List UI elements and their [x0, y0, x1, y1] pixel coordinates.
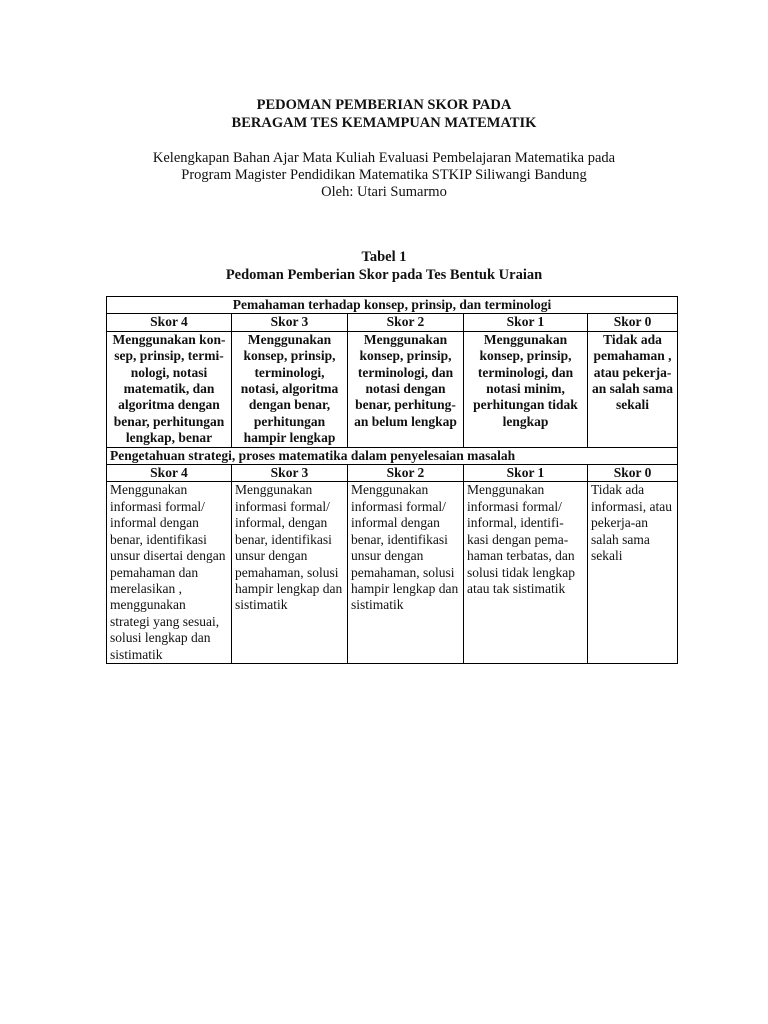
score-description: Tidak ada pemahaman , atau pekerja- an salah sama sekali — [588, 331, 678, 447]
document-title — [0, 96, 768, 132]
section-header-row — [107, 297, 678, 314]
score-label: Skor 4 — [107, 465, 232, 482]
score-label: Skor 3 — [232, 465, 348, 482]
intro-line-2: Program Magister Pendidikan Matematika STKIP Siliwangi Bandung — [181, 167, 587, 183]
score-description: Menggunakan informasi formal/ informal dengan benar, identifikasi unsur disertai dengan pemahaman dan merelasikan , menggunakan strategi yang sesuai, solusi lengkap dan sistimatik — [107, 482, 232, 663]
score-label: Skor 3 — [232, 314, 348, 331]
score-description: Menggunakan konsep, prinsip, terminologi, dan notasi dengan benar, perhitung-an belum lengkap — [348, 331, 464, 447]
score-header-row — [107, 314, 678, 331]
score-label: Skor 1 — [464, 465, 588, 482]
intro-author: Oleh: Utari Sumarmo — [321, 184, 447, 200]
score-label: Skor 4 — [107, 314, 232, 331]
scoring-rubric-table — [106, 296, 678, 664]
description-row — [107, 331, 678, 447]
score-description: Menggunakan konsep, prinsip, terminologi, notasi, algoritma dengan benar, perhitungan hampir lengkap — [232, 331, 348, 447]
score-description: Menggunakan konsep, prinsip, terminologi, dan notasi minim, perhitungan tidak lengkap — [464, 331, 588, 447]
title-line-2: BERAGAM TES KEMAMPUAN MATEMATIK — [231, 115, 537, 131]
description-row — [107, 482, 678, 663]
table-label: Tabel 1 — [361, 249, 407, 265]
section-heading-strategi: Pengetahuan strategi, proses matematika dalam penyelesaian masalah — [107, 447, 678, 464]
score-description: Tidak ada informasi, atau pekerja-an salah sama sekali — [588, 482, 678, 663]
section-header-row — [107, 447, 678, 464]
score-label: Skor 2 — [348, 314, 464, 331]
table-caption: Pedoman Pemberian Skor pada Tes Bentuk Uraian — [225, 267, 543, 283]
score-description: Menggunakan informasi formal/ informal, identifi-kasi dengan pema-haman terbatas, dan solusi tidak lengkap atau tak sistimatik — [464, 482, 588, 663]
score-label: Skor 1 — [464, 314, 588, 331]
table-caption-block — [0, 248, 768, 284]
intro-line-1: Kelengkapan Bahan Ajar Mata Kuliah Evaluasi Pembelajaran Matematika pada — [152, 150, 616, 166]
score-label: Skor 0 — [588, 314, 678, 331]
score-label: Skor 2 — [348, 465, 464, 482]
score-description: Menggunakan informasi formal/ informal, dengan benar, identifikasi unsur dengan pemahaman, solusi hampir lengkap dan sistimatik — [232, 482, 348, 663]
score-description: Menggunakan kon-sep, prinsip, termi-nologi, notasi matematik, dan algoritma dengan benar, perhitungan lengkap, benar — [107, 331, 232, 447]
score-description: Menggunakan informasi formal/ informal dengan benar, identifikasi unsur dengan pemahaman, solusi hampir lengkap dan sistimatik — [348, 482, 464, 663]
section-heading-pemahaman: Pemahaman terhadap konsep, prinsip, dan terminologi — [107, 297, 678, 314]
score-header-row — [107, 465, 678, 482]
document-intro — [0, 150, 768, 201]
title-line-1: PEDOMAN PEMBERIAN SKOR PADA — [256, 97, 512, 113]
score-label: Skor 0 — [588, 465, 678, 482]
